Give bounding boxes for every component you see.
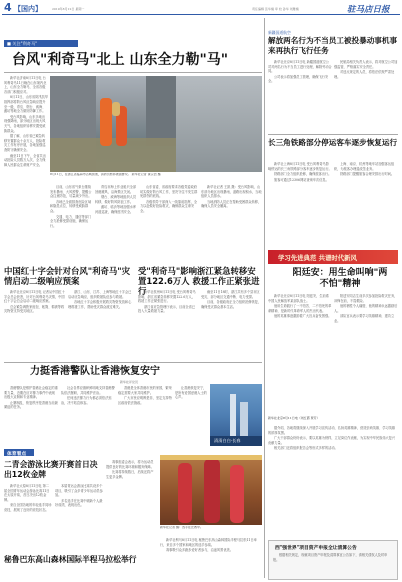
right-banner bbox=[268, 250, 398, 264]
right-story2-body: 新华社上海8月11日电 受台风利奇马影响停运的长三角铁路部分客车逐步恢复运行。 铁路部门全力组织抢修，确保旅客出行。 旅客可通过12306网站查询车次信息。 bbox=[268, 162, 332, 182]
lead-kicker-bar bbox=[4, 40, 78, 47]
redcross-body-2: 浙江、山东、江苏、上海等地红十字会已启动应急响应，组织救援队伍参与救援。 各地红十字会积极开展救灾物资发放和心理救援工作，帮助受灾群众渡过难关。 bbox=[68, 290, 132, 309]
police-signature: 新华社评论员 bbox=[120, 380, 139, 384]
section-name: 【国内】 bbox=[14, 5, 42, 13]
lead-photo bbox=[50, 76, 176, 172]
ad-label-bar bbox=[210, 436, 262, 446]
sports-story1-body: 新华社太原8月11日电 第二届全国青年运动会游泳比赛11日在太原开赛，首日决出12枚金牌。 来自全国各地的年轻选手同场竞技，展现了良好的竞技状态。 bbox=[4, 484, 52, 512]
lead-caption: 8月11日，在浙江省临海市古城街道，消防员转移被困群众。 新华社记者 黄宗治 摄 bbox=[50, 173, 161, 176]
ad-label: 清清白白·长春 bbox=[214, 438, 241, 443]
police-body-4: 让香港恢复安宁，是所有爱国爱港人士的心声。 bbox=[175, 386, 207, 400]
lead-headline: 台风"利奇马"北上 山东全力勒"马" bbox=[12, 52, 229, 68]
right-ad-headline: 西"强世界"项目资产申报全让清算公告 bbox=[275, 546, 357, 551]
sports-player bbox=[178, 463, 192, 523]
right-story3-body: 新华社北京8月11日电 阳廷安，生前系中国人民解放军某部队战士。 他用生命践行了一不怕苦、二不怕死的革命精神，是新时代革命军人的杰出代表。 他的英雄事迹激励着广大官兵奋发图强。 bbox=[268, 294, 332, 319]
lead-kicker: ■ 关注"利奇马" bbox=[7, 41, 38, 46]
right-story1-body: 新华社北京8月11日电 新疆国道航空公司对两名行为不当员工进行处理，解除劳动合同。 公司表示将加强员工管理，确保飞行安全。 bbox=[268, 60, 332, 84]
police-body: 香港警队是维护香港社会稳定的重要力量，近期在应对暴力事件中表现出极大克制和专业精神。 止暴制乱、恢复秩序是香港当前最紧迫的任务。 bbox=[4, 386, 58, 410]
right-kicker: 新疆国道航空 bbox=[268, 30, 291, 35]
police-body-2: 社会各界应旗帜鲜明地支持香港警队依法履职，共同维护法治。 任何违法暴力行为都必须依法惩治，决不姑息纵容。 bbox=[61, 386, 115, 405]
photo-rescuer bbox=[100, 98, 112, 146]
sports-section-label: 体育看点 bbox=[7, 451, 27, 457]
sports-photo bbox=[160, 455, 262, 525]
zhejiang-body: 新华社杭州8月11日电 受台风利奇马影响，浙江省紧急转移安置122.6万人，救援工作正紧张进行。 浙江省应急管理厅表示，目前全省已投入大量救援力量。 bbox=[138, 290, 196, 314]
right-bottom-ad bbox=[268, 540, 398, 580]
sports-photo-caption: 新华社记者 摄：选手在比赛中。 bbox=[160, 526, 203, 529]
zhejiang-body-2: 截至11日18时，浙江共有多个县市区受灾，部分地区交通中断、电力受损。 目前，各级政府正全力组织抢修恢复，确保受灾群众基本生活。 bbox=[201, 290, 262, 309]
lead-body-col-2: 目前，山东省气象台继续发布暴雨、大风预警，提醒公众注意防范，尽量减少外出。 各地已全面排查危险区域和隐患点位，转移受威胁群众。 交通、电力、通信等部门全力抢修受损设施，确保运行。 bbox=[50, 185, 92, 228]
column-divider bbox=[264, 18, 265, 578]
police-headline: 力挺香港警队让香港恢复安宁 bbox=[30, 366, 160, 377]
right-story2-body-2: 上海、南京、杭州等地车站加强客运组织，为旅客办理退改签业务。 铁路部门提醒旅客合理安排出行时间。 bbox=[334, 162, 395, 177]
right-banner-text: 学习先进典范 共谱时代新风 bbox=[278, 254, 357, 262]
headline-rule bbox=[4, 72, 262, 73]
zhejiang-headline: 受"利奇马"影响浙江紧急转移安置122.6万人 救援工作正紧张进行 bbox=[138, 266, 260, 296]
masthead-logo: 驻马店日报 bbox=[347, 5, 390, 15]
sports-story1-body-2: 本届青运会游泳比赛共设多个项目，吸引了众多青少年运动员参加。 多名选手在比赛中刷新个人最好成绩，表现出色。 bbox=[55, 484, 103, 508]
right-rule-1 bbox=[268, 134, 398, 135]
header-editors: 责任编辑 张华楠 审 校 孙华 刘雅楠 bbox=[252, 7, 299, 11]
lead-body-col-3: 青岛市海上作业船只全部回港避风，沿海景区关闭。 烟台、威海等地组织人员转移，做好防风防浪工作。 潍坊、临沂等地加强水库河道巡查，确保度汛安全。 bbox=[95, 185, 137, 214]
lead-body-col-5: 新华社记者 王凯 摄：受台风影响，山东部分地区出现暴雨，道路出现积水，当地组织人员排水。 当地消防人员正在帮助受困群众转移，确保人员安全撤离。 bbox=[201, 185, 262, 209]
right-story3-body-2: 阳廷安同志生前多次参加抢险救灾任务，冲锋在前，不畏艰险。 他的牺牲令人痛惜，他的精神永远激励后人。 部队官兵表示要学习英雄精神，建功立业。 bbox=[334, 294, 398, 323]
sports-story2-headline: 秘鲁巴东高山森林国际半程马拉松举行 bbox=[4, 555, 137, 564]
ad-tower-2 bbox=[240, 402, 248, 436]
ad-tower bbox=[230, 394, 236, 436]
redcross-body: 新华社北京8月11日电 记者从中国红十字会总会获悉，针对台风利奇马灾情，中国红十字会总会启动二级响应预案。 总会紧急调拨家庭包、帐篷、棉被等救灾物资支持受灾地区。 bbox=[4, 290, 65, 314]
photo-water bbox=[50, 138, 176, 172]
sports-banner bbox=[160, 455, 262, 460]
ad-image bbox=[210, 384, 262, 446]
sports-player-2 bbox=[204, 459, 220, 523]
right-story1-headline: 解放两名行为不当员工被投暴动事机事来再执行飞行任务 bbox=[268, 36, 398, 55]
page-number: 4 bbox=[4, 1, 12, 14]
sports-story2-body: 新华社利马8月11日电 秘鲁巴东高山森林国际半程马拉松11日举行，来自多个国家和地区的选手参赛。 赛事吸引众多跑步爱好者参与，沿途风景优美。 bbox=[160, 538, 257, 553]
right-story1-body-2: 民航局相关负责人表示，将对航空公司加强监管，严格落实安全责任。 对违反规定的人员，将依法依规严肃处理。 bbox=[334, 60, 398, 79]
page-header bbox=[2, 2, 400, 15]
lead-photo-side bbox=[176, 76, 262, 172]
sports-player-3 bbox=[230, 465, 244, 523]
redcross-headline: 中国红十字会针对台风"利奇马"灾情启动二级响应预案 bbox=[4, 266, 130, 286]
police-body-3: 香港是全体香港市民的家园，繁荣稳定需要大家共同维护。 广大市民应明辨是非，坚定支持特区政府依法施政。 bbox=[118, 386, 172, 405]
header-date: 2019年8月12日 星期一 bbox=[52, 7, 85, 11]
photo-child bbox=[112, 102, 120, 116]
section-rule-1 bbox=[4, 362, 262, 363]
right-story2-headline: 长三角铁路部分停运客车逐步恢复运行 bbox=[268, 138, 398, 147]
right-footnote: 新华社北京8月11日电（刘红霞 贾芳） bbox=[268, 416, 320, 420]
lead-body-col: 新华社济南8月11日电 台风利奇马11日晚在山东境内北上，山东全力勒马，全省各级各部门积极应对。 8月11日，山东省防汛抗旱指挥部将防台风应急响应提升至一级，青岛、烟台、威海、潍坊等地全力做好防御工作。 受台风影响，山东多地出现强降雨，部分地区出现大风天气，各地组织转移安置受威胁群众。 据了解，山东省已紧急转移安置群众十余万人，抢险救灾工作有序开展，各地加强巡查防守确保安全。 截至11日下午，全省共出动抢险人员数万人次，全力保障人民群众生命财产安全。 bbox=[4, 76, 48, 167]
sports-section-bar bbox=[4, 449, 34, 456]
sports-story1-body-3: 赛事组委会表示，将为运动员提供良好的比赛环境和服务保障。 比赛将持续数日，后续还将产生更多金牌。 bbox=[106, 460, 154, 479]
right-ad-body: 根据相关规定，现就项目资产申报及清算事宜公告如下，请相关债权人及时申报。 bbox=[273, 553, 388, 562]
right-body-lower: 据介绍，各地将继续深入开展学习宣传活动，弘扬英雄精神，营造崇尚英雄、学习英雄的浓厚氛围。 广大干部群众纷纷表示，要以英雄为榜样，立足岗位作贡献，为实现中华民族伟大复兴贡献力量。 相关部门还将组织报告会等形式多样的活动。 bbox=[268, 426, 396, 451]
sports-story1-headline: 二青会游泳比赛开赛首日决出12枚金牌 bbox=[4, 460, 98, 479]
lead-body-col-4: 山东省委、省政府要求各级党委政府切实做好防台风工作，坚决守住不发生群死群伤的底线。 各级领导干部深入一线靠前指挥，全力以赴做好抢险救灾，确保群众生命安全。 bbox=[140, 185, 198, 213]
photo-building-2 bbox=[146, 76, 176, 146]
right-story3-headline: 阳廷安：用生命叫响"两不怕"精神 bbox=[292, 268, 388, 289]
